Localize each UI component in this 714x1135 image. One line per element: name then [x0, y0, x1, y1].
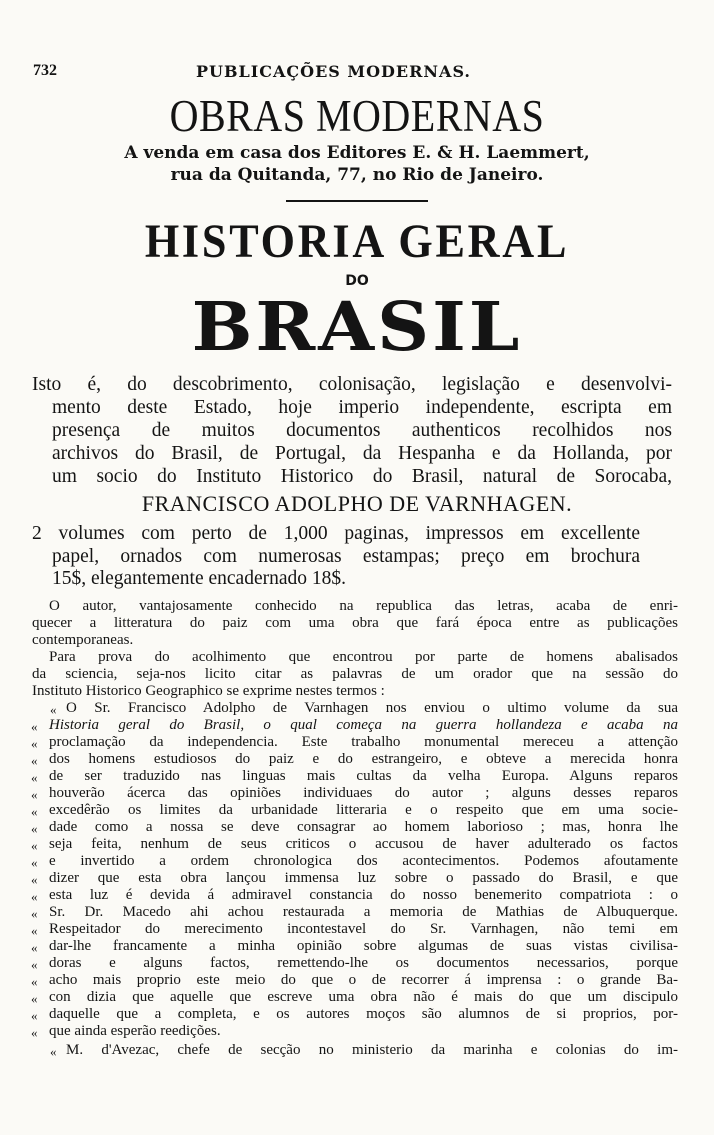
- body-line: Para prova do acolhimento que encontrou por parte de homens abalisados: [49, 649, 678, 665]
- quote-mark: «: [31, 923, 38, 938]
- quote-mark: «: [31, 872, 38, 887]
- volumes-line: 2 volumes com perto de 1,000 paginas, impressos em excellente: [32, 523, 640, 544]
- quote-line: dade como a nossa se deve consagrar ao homem laborioso ; mas, honra lhe: [49, 819, 678, 835]
- quote-line: dar-lhe francamente a minha opinião sobre algumas de suas vistas civilisa-: [49, 938, 678, 954]
- body-line: quecer a litteratura do paiz com uma obra que fará época entre as publicações: [32, 615, 678, 631]
- body-line: Instituto Historico Geographico se exprime nestes termos :: [32, 683, 385, 699]
- quote-mark: «: [50, 1044, 57, 1059]
- quote-line: dos homens estudiosos do paiz e do estrangeiro, e obteve a merecida honra: [49, 751, 678, 767]
- quote-line: seja feita, nenhum de seus criticos o accusou de haver adulterado os factos: [49, 836, 678, 852]
- book-title-line-2: DO: [345, 273, 369, 289]
- quote-mark: «: [31, 974, 38, 989]
- quote-mark: «: [31, 838, 38, 853]
- volumes-line: 15$, elegantemente encadernado 18$.: [52, 568, 346, 589]
- body-line: O autor, vantajosamente conhecido na republica das letras, acaba de enri-: [49, 598, 678, 614]
- description-line: archivos do Brasil, de Portugal, da Hespanha e da Hollanda, por: [52, 443, 672, 464]
- body-last-line: M. d'Avezac, chefe de secção no ministerio da marinha e colonias do im-: [66, 1042, 678, 1058]
- book-title-line-3: BRASIL: [191, 286, 523, 367]
- seller-line-2: rua da Quitanda, 77, no Rio de Janeiro.: [170, 165, 544, 185]
- quote-mark: «: [31, 821, 38, 836]
- quote-line: dizer que esta obra lançou immensa luz sobre o passado do Brasil, e que: [49, 870, 678, 886]
- quote-line: acho mais proprio este meio do que o de recorrer á imprensa : o grande Ba-: [49, 972, 678, 988]
- quote-mark: «: [31, 1025, 38, 1040]
- quote-line: excedêrão os limites da urbanidade litteraria e o respeito que em uma socie-: [49, 802, 678, 818]
- quote-mark: «: [31, 719, 38, 734]
- quote-mark: «: [50, 702, 57, 717]
- quote-line: Respeitador do merecimento incontestavel do Sr. Varnhagen, não temi em: [49, 921, 678, 937]
- quote-mark: «: [31, 753, 38, 768]
- running-head: PUBLICAÇÕES MODERNAS.: [196, 62, 471, 81]
- quote-line: O Sr. Francisco Adolpho de Varnhagen nos enviou o ultimo volume da sua: [66, 700, 678, 716]
- quote-line: con dizia que aquelle que escreve uma obra não é mais do que um discipulo: [49, 989, 678, 1005]
- body-line: da sciencia, seja-nos licito citar as palavras de um orador que na sessão do: [32, 666, 678, 682]
- seller-line-1: A venda em casa dos Editores E. & H. Laemmert,: [124, 143, 590, 163]
- quote-line: daquelle que a completa, e os autores moços são alumnos de si proprios, por-: [49, 1006, 678, 1022]
- quote-mark: «: [31, 940, 38, 955]
- quote-mark: «: [31, 1008, 38, 1023]
- quote-line: doras e alguns factos, remettendo-lhe os documentos necessarios, porque: [49, 955, 678, 971]
- author-name: FRANCISCO ADOLPHO DE VARNHAGEN.: [141, 491, 573, 516]
- volumes-line: papel, ornados com numerosas estampas; preço em brochura: [52, 546, 640, 567]
- description-line: mento deste Estado, hoje imperio independente, escripta em: [52, 397, 672, 418]
- quote-mark: «: [31, 736, 38, 751]
- quote-line: e invertido a ordem chronologica dos acontecimentos. Podemos afoutamente: [49, 853, 678, 869]
- quote-line: esta luz é devida á admiravel constancia do nosso benemerito compatriota : o: [49, 887, 678, 903]
- advert-heading: OBRAS MODERNAS: [169, 89, 545, 142]
- body-line: contemporaneas.: [32, 632, 134, 648]
- quote-line: de ser traduzido nas linguas mais cultas da velha Europa. Alguns reparos: [49, 768, 678, 784]
- quote-line: proclamação da independencia. Este trabalho monumental mereceu a attenção: [49, 734, 678, 750]
- quote-mark: «: [31, 906, 38, 921]
- quote-mark: «: [31, 957, 38, 972]
- description-line: Isto é, do descobrimento, colonisação, legislação e desenvolvi-: [32, 374, 672, 395]
- quote-line: Historia geral do Brasil, o qual começa na guerra hollandeza e acaba na: [49, 717, 678, 733]
- quote-mark: «: [31, 889, 38, 904]
- description-line: presença de muitos documentos authenticos recolhidos nos: [52, 420, 672, 441]
- page-number: 732: [33, 62, 57, 79]
- quote-mark: «: [31, 855, 38, 870]
- description-line: um socio do Instituto Historico do Brasil, natural de Sorocaba,: [52, 466, 672, 487]
- quote-mark: «: [31, 991, 38, 1006]
- quote-line: que ainda esperão reedições.: [49, 1023, 221, 1039]
- quote-mark: «: [31, 787, 38, 802]
- quote-line: houverão ácerca das opiniões individuaes do autor ; alguns desses reparos: [49, 785, 678, 801]
- book-title-line-1: HISTORIA GERAL: [144, 215, 570, 268]
- quote-mark: «: [31, 804, 38, 819]
- quote-line: Sr. Dr. Macedo ahi achou restaurada a memoria de Mathias de Albuquerque.: [49, 904, 678, 920]
- divider-rule: [286, 200, 428, 202]
- quote-mark: «: [31, 770, 38, 785]
